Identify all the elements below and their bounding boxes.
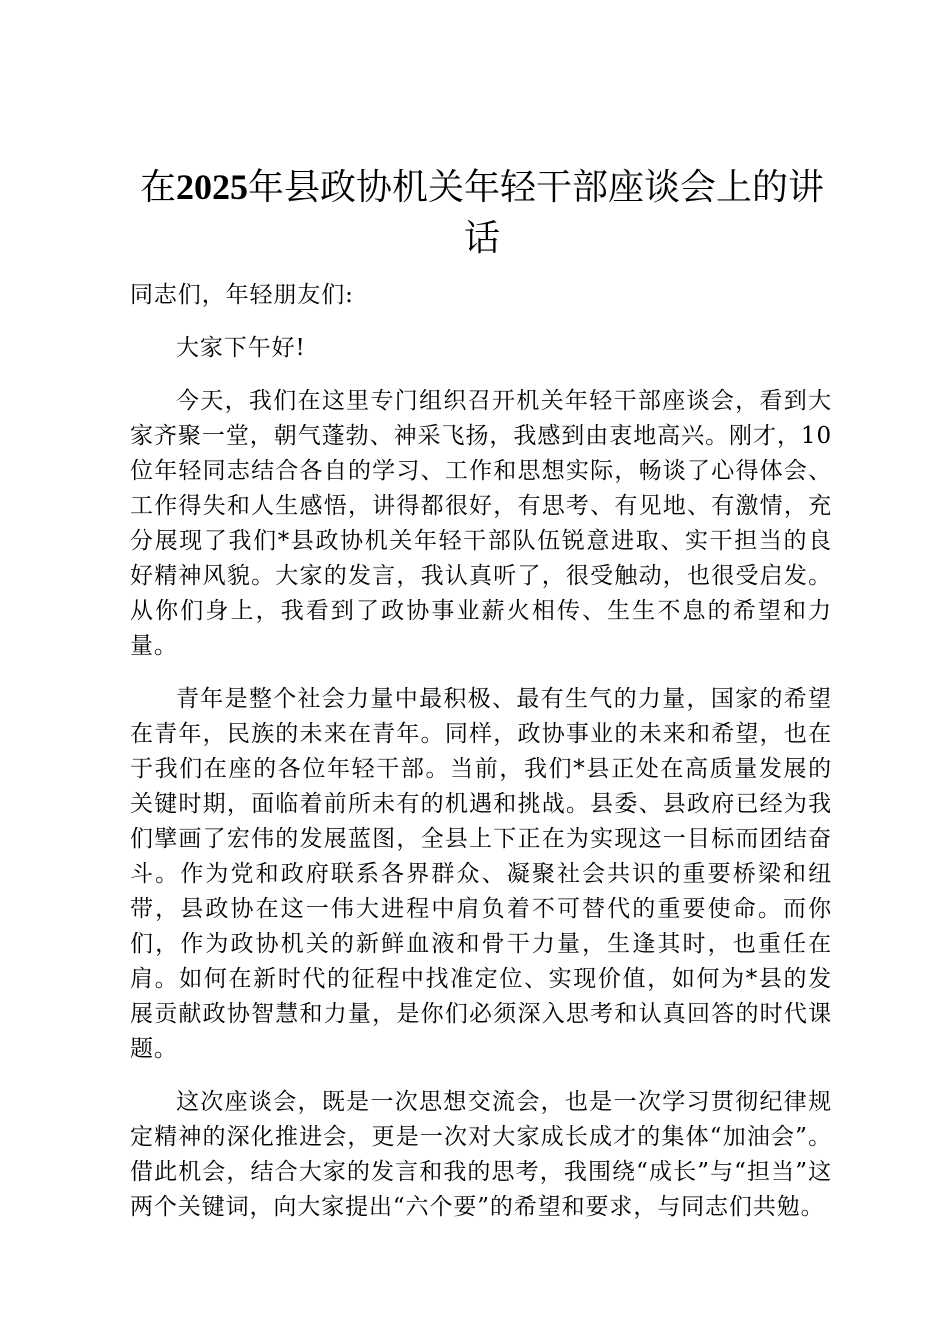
- document-title: [132, 162, 832, 264]
- title-suffix: 年县政协机关年轻干部座谈会上的讲话: [248, 167, 825, 259]
- paragraph-opening: 今天，我们在这里专门组织召开机关年轻干部座谈会，看到大家齐聚一堂，朝气蓬勃、神采飞扬，我感到由衷地高兴。刚才，10位年轻同志结合各自的学习、工作和思想实际，畅谈了心得体会、工作得失和人生感悟，讲得都很好，有思考、有见地、有激情，充分展现了我们*县政协机关年轻干部队伍锐意进取、实干担当的良好精神风貌。大家的发言，我认真听了，很受触动，也很受启发。从你们身上，我看到了政协事业薪火相传、生生不息的希望和力量。: [130, 388, 832, 659]
- salutation: 同志们，年轻朋友们:: [130, 282, 354, 308]
- title-year: 2025: [176, 167, 248, 207]
- document-body: [130, 278, 832, 1225]
- paragraph-youth: 青年是整个社会力量中最积极、最有生气的力量，国家的希望在青年，民族的未来在青年。同样，政协事业的未来和希望，也在于我们在座的各位年轻干部。当前，我们*县正处在高质量发展的关键时期，面临着前所未有的机遇和挑战。县委、县政府已经为我们擘画了宏伟的发展蓝图，全县上下正在为实现这一目标而团结奋斗。作为党和政府联系各界群众、凝聚社会共识的重要桥梁和纽带，县政协在这一伟大进程中肩负着不可替代的重要使命。而你们，作为政协机关的新鲜血液和骨干力量，生逢其时，也重任在肩。如何在新时代的征程中找准定位、实现价值，如何为*县的发展贡献政协智慧和力量，是你们必须深入思考和认真回答的时代课题。: [130, 686, 832, 1062]
- title-prefix: 在: [139, 167, 176, 208]
- paragraph-purpose: 这次座谈会，既是一次思想交流会，也是一次学习贯彻纪律规定精神的深化推进会，更是一次对大家成长成才的集体“加油会”。借此机会，结合大家的发言和我的思考，我围绕“成长”与“担当”这两个关键词，向大家提出“六个要”的希望和要求，与同志们共勉。: [130, 1089, 832, 1220]
- greeting: 大家下午好!: [176, 335, 306, 361]
